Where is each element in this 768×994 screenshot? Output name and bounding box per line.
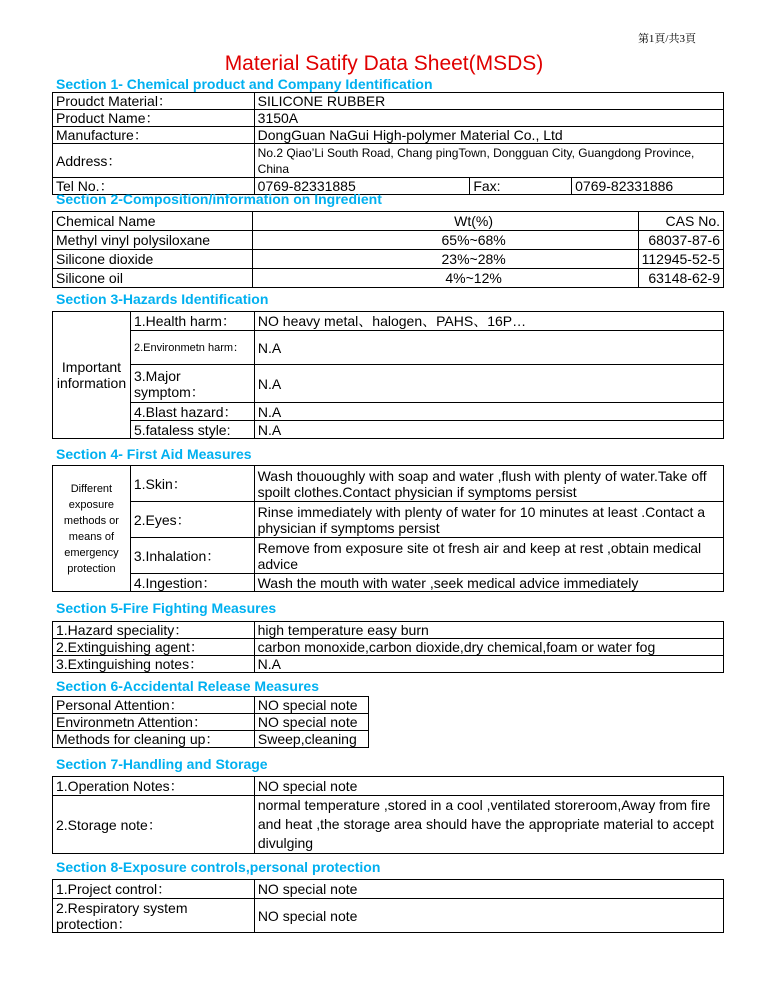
row-value: N.A — [254, 656, 723, 673]
table-cell: 63148-62-9 — [638, 269, 723, 288]
row-value: Rinse immediately with plenty of water for 10 minutes at least .Contact a physician if symptoms persist — [254, 502, 723, 538]
row-value: NO special note — [254, 880, 723, 899]
table-cell: 68037-87-6 — [638, 231, 723, 250]
table-row — [53, 639, 724, 656]
row-label: Product Name： — [53, 110, 255, 127]
section-3-table — [52, 311, 724, 439]
document-title: Material Satify Data Sheet(MSDS) — [224, 52, 544, 75]
row-label: Proudct Material： — [53, 93, 255, 110]
table-row — [53, 110, 724, 127]
section-8-heading: Section 8-Exposure controls,personal protection — [56, 859, 381, 875]
section-8-table — [52, 879, 724, 933]
row-value: NO special note — [254, 697, 368, 714]
table-row — [53, 622, 724, 639]
table-row — [53, 127, 724, 144]
section-2-table — [52, 211, 724, 288]
row-value: normal temperature ,stored in a cool ,ventilated storeroom,Away from fire and heat ,the storage area should have the appropriate material to accept divulging — [254, 796, 723, 854]
row-label: 4.Ingestion： — [130, 574, 254, 592]
table-cell: 65%~68% — [252, 231, 638, 250]
row-value: SILICONE RUBBER — [254, 93, 723, 110]
table-row — [53, 421, 724, 439]
section-6-table — [52, 696, 724, 748]
fax-value: 0769-82331886 — [572, 178, 724, 195]
row-label: 4.Blast hazard： — [130, 403, 254, 421]
table-row — [53, 731, 724, 748]
table-row — [53, 880, 724, 899]
row-value: N.A — [254, 421, 723, 439]
row-label: 1.Operation Notes： — [53, 777, 255, 796]
row-value: high temperature easy burn — [254, 622, 723, 639]
table-row — [53, 656, 724, 673]
column-header: Wt(%) — [252, 212, 638, 231]
section-2-heading: Section 2-Composition/information on Ingredient — [56, 191, 382, 207]
row-value: Remove from exposure site ot fresh air and keep at rest ,obtain medical advice — [254, 538, 723, 574]
table-row — [53, 899, 724, 933]
row-label: 2.Respiratory system protection： — [53, 899, 255, 933]
row-value: NO special note — [254, 899, 723, 933]
section-1-heading: Section 1- Chemical product and Company Identification — [56, 76, 433, 92]
table-row — [53, 269, 724, 288]
row-value: NO special note — [254, 714, 368, 731]
row-label: Address： — [53, 144, 255, 178]
row-label: 3.Major symptom： — [130, 365, 254, 403]
tel-value: 0769-82331885 — [254, 178, 470, 195]
row-label: 3.Extinguishing notes： — [53, 656, 255, 673]
row-label: 1.Skin： — [130, 466, 254, 502]
fax-label: Fax: — [470, 178, 572, 195]
row-label: 2.Storage note： — [53, 796, 255, 854]
group-label: Different exposure methods or means of emergency protection — [53, 466, 131, 592]
table-row — [53, 538, 724, 574]
row-label: 1.Project control： — [53, 880, 255, 899]
row-value: 3150A — [254, 110, 723, 127]
table-row — [53, 93, 724, 110]
section-7-heading: Section 7-Handling and Storage — [56, 756, 268, 772]
column-header: CAS No. — [638, 212, 723, 231]
section-5-table — [52, 621, 724, 673]
row-value: No.2 Qiao’Li South Road, Chang pingTown, Dongguan City, Guangdong Province, China — [254, 144, 723, 178]
section-5-heading: Section 5-Fire Fighting Measures — [56, 600, 277, 616]
section-7-table — [52, 776, 724, 854]
row-value: Wash thououghly with soap and water ,flush with plenty of water.Take off spoilt clothes.Contact physician if symptoms persist — [254, 466, 723, 502]
table-row — [53, 502, 724, 538]
section-1-table — [52, 92, 724, 195]
row-label: Personal Attention： — [53, 697, 255, 714]
table-row — [53, 466, 724, 502]
table-row — [53, 777, 724, 796]
row-value: DongGuan NaGui High-polymer Material Co., Ltd — [254, 127, 723, 144]
tel-label: Tel No.： — [53, 178, 255, 195]
page-number: 第1頁/共3頁 — [637, 33, 696, 45]
table-row — [53, 796, 724, 854]
section-4-heading: Section 4- First Aid Measures — [56, 446, 252, 462]
section-3-heading: Section 3-Hazards Identification — [56, 291, 269, 307]
section-4-table — [52, 465, 724, 592]
table-cell: 112945-52-5 — [638, 250, 723, 269]
row-value: NO heavy metal、halogen、PAHS、16P… — [254, 312, 723, 331]
table-header-row — [53, 212, 724, 231]
row-value: N.A — [254, 403, 723, 421]
group-label: Important information — [53, 312, 131, 439]
row-label: 5.fataless style: — [130, 421, 254, 439]
table-row — [53, 312, 724, 331]
table-row — [53, 144, 724, 178]
section-6-heading: Section 6-Accidental Release Measures — [56, 678, 320, 694]
table-row — [53, 250, 724, 269]
column-header: Chemical Name — [53, 212, 253, 231]
table-row — [53, 714, 724, 731]
row-label: Environmetn Attention： — [53, 714, 255, 731]
table-row — [53, 365, 724, 403]
table-cell: Methyl vinyl polysiloxane — [53, 231, 253, 250]
table-cell: 4%~12% — [252, 269, 638, 288]
table-row — [53, 231, 724, 250]
table-row — [53, 403, 724, 421]
table-row — [53, 331, 724, 365]
row-value: carbon monoxide,carbon dioxide,dry chemical,foam or water fog — [254, 639, 723, 656]
row-label: Manufacture： — [53, 127, 255, 144]
row-label: 1.Hazard speciality： — [53, 622, 255, 639]
row-label: Methods for cleaning up： — [53, 731, 255, 748]
table-row — [53, 574, 724, 592]
table-cell: Silicone oil — [53, 269, 253, 288]
row-label: 2.Extinguishing agent： — [53, 639, 255, 656]
row-label: 1.Health harm： — [130, 312, 254, 331]
row-value: N.A — [254, 331, 723, 365]
table-cell: 23%~28% — [252, 250, 638, 269]
table-cell: Silicone dioxide — [53, 250, 253, 269]
row-value: N.A — [254, 365, 723, 403]
row-value: NO special note — [254, 777, 723, 796]
row-label: 3.Inhalation： — [130, 538, 254, 574]
row-value: Sweep,cleaning — [254, 731, 368, 748]
row-value: Wash the mouth with water ,seek medical advice immediately — [254, 574, 723, 592]
row-label: 2.Eyes： — [130, 502, 254, 538]
row-label: 2.Environmetn harm： — [130, 331, 254, 365]
table-row — [53, 697, 724, 714]
